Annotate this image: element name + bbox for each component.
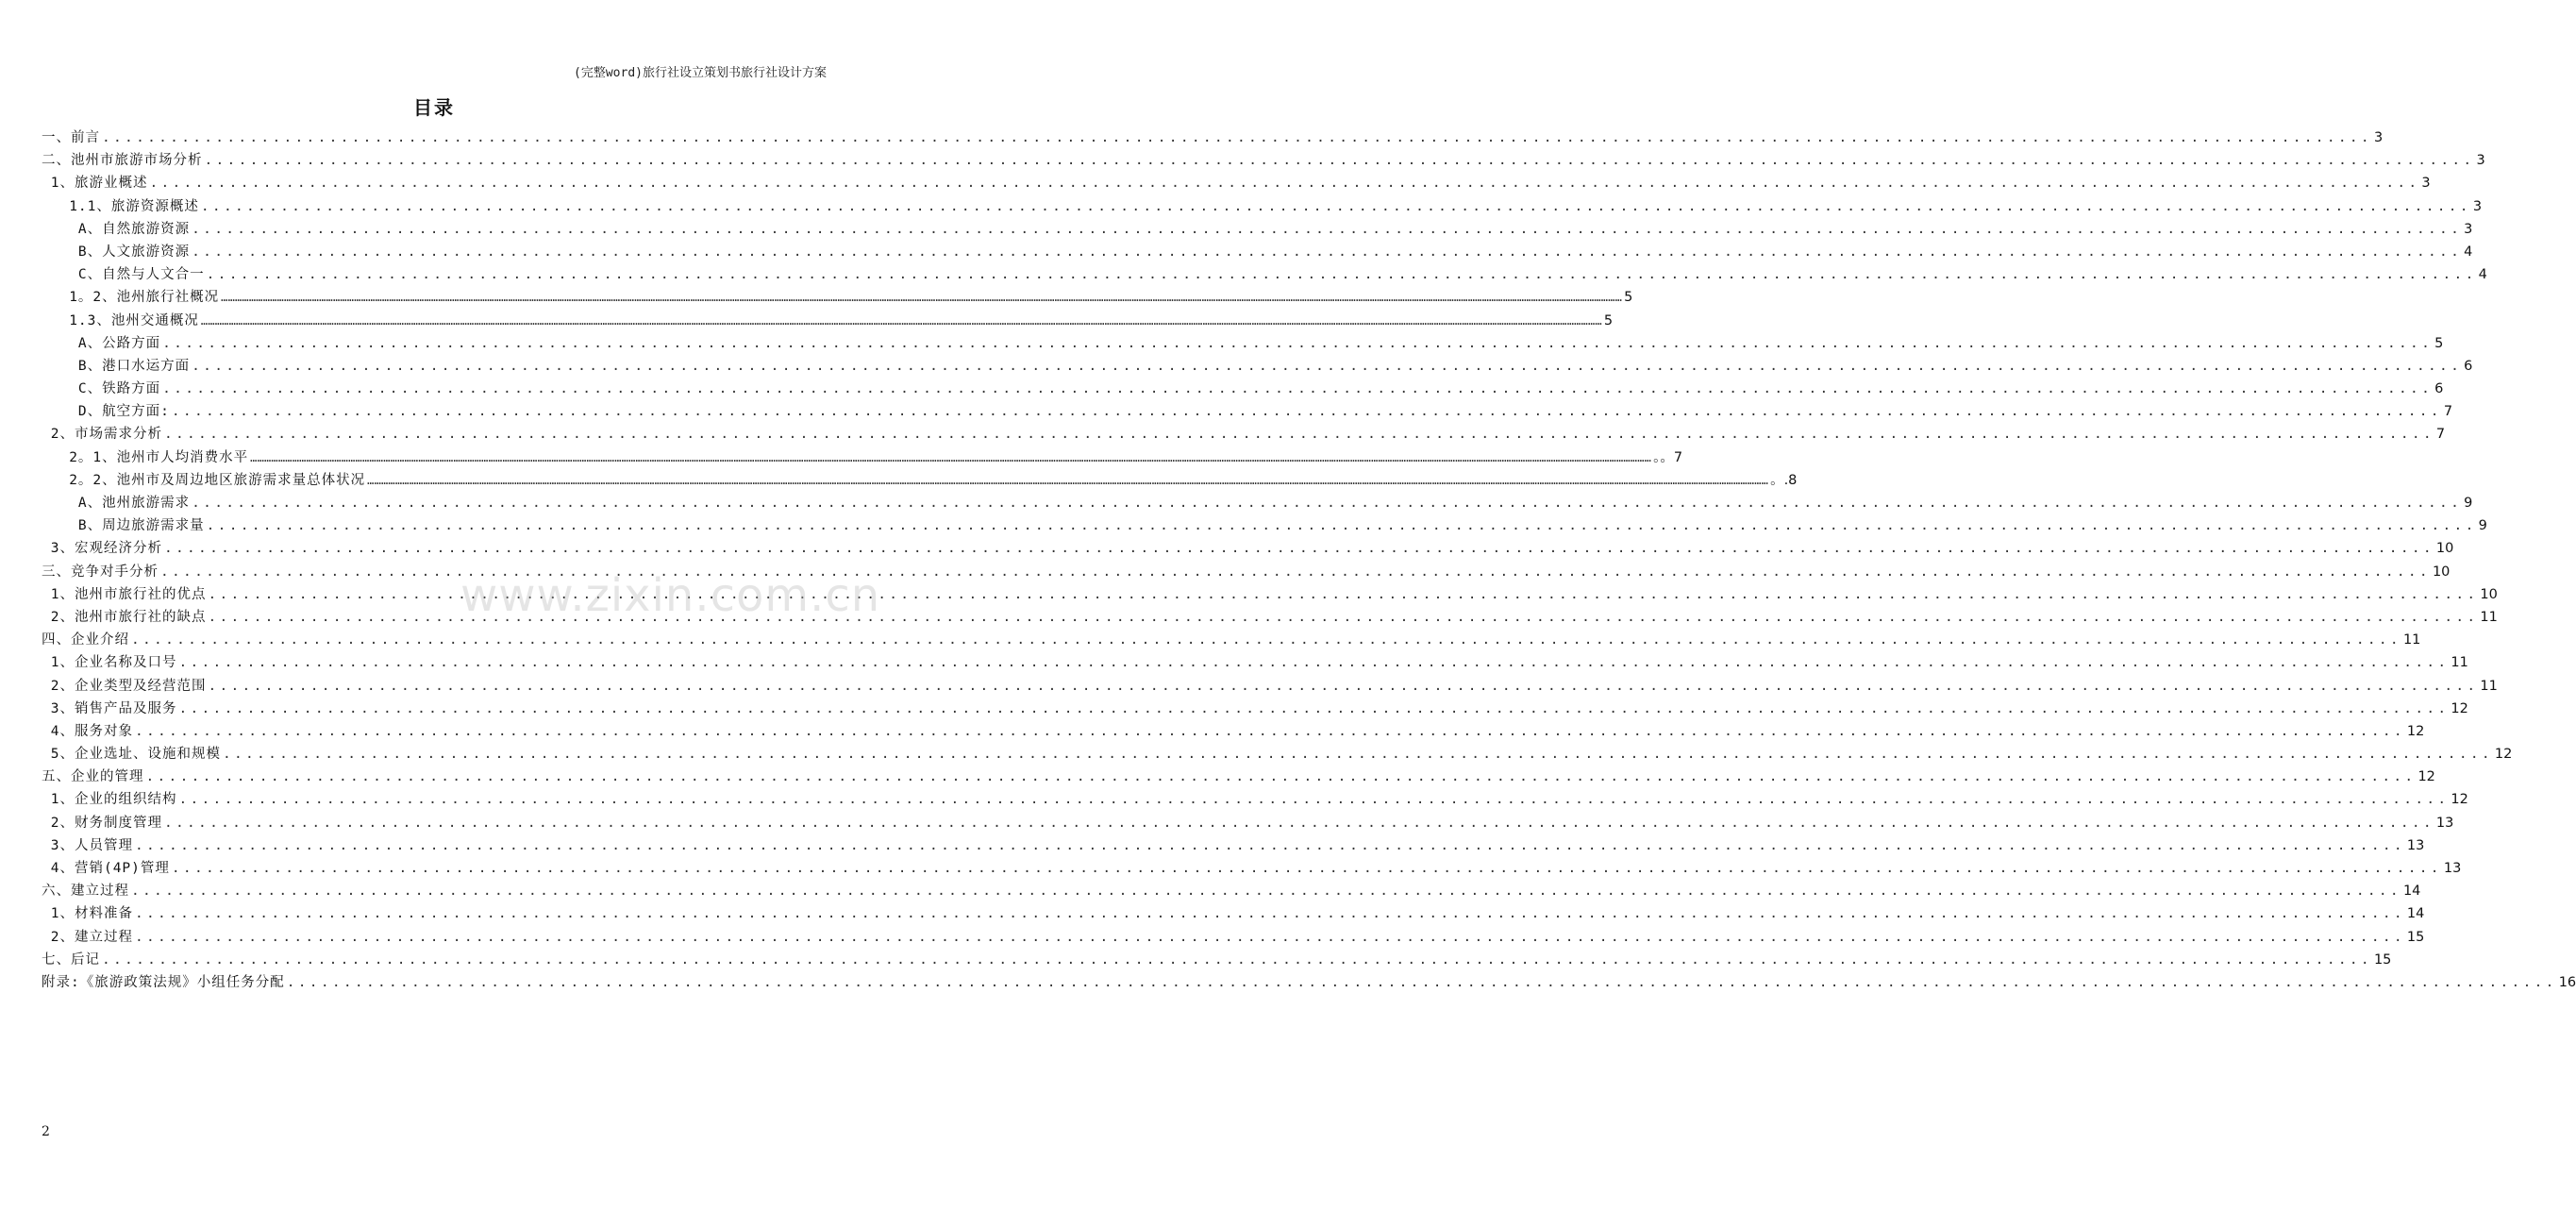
toc-entry-page: 11	[2480, 609, 2498, 625]
toc-dot-leader: ........................................................................................................................................................................................................	[162, 381, 2434, 397]
toc-entry-page: 11	[2480, 678, 2498, 694]
toc-entry-label: A、公路方面	[42, 335, 161, 351]
toc-entry-label: 1.1、旅游资源概述	[42, 198, 199, 214]
toc-dot-leader: ........................................................................................................................................................................................................	[162, 335, 2434, 351]
toc-dot-leader: ........................................................................................................................................................................................................	[208, 609, 2479, 625]
toc-dot-leader: ……………………………………………………………………………………………………………………………………………………………………………………………………………………………………………………………………………………………………………………………………………………………………………………………………………………………………………………………………………………………………………………………………………………	[200, 313, 1602, 328]
toc-entry-page: 13	[2435, 815, 2454, 831]
toc-entry-label: 1、企业的组织结构	[42, 792, 177, 808]
toc-entry-label: 2、财务制度管理	[42, 815, 162, 831]
toc-entry[interactable]	[42, 400, 2453, 423]
toc-entry[interactable]	[42, 743, 2513, 766]
watermark: www.zixin.com.cn	[460, 569, 881, 622]
toc-dot-leader: ........................................................................................................................................................................................................	[192, 496, 2463, 511]
toc-entry-page: 6	[2434, 381, 2444, 397]
toc-entry-label: 七、后记	[42, 951, 100, 968]
toc-dot-leader: ........................................................................................................................................................................................................	[192, 358, 2463, 374]
toc-dot-leader: ........................................................................................................................................................................................................	[131, 632, 2401, 648]
toc-dot-leader: ........................................................................................................................................................................................................	[131, 884, 2401, 900]
toc-entry[interactable]	[42, 195, 2483, 218]
toc-entry-page: 3	[2472, 198, 2483, 214]
toc-dot-leader: ........................................................................................................................................................................................................	[192, 221, 2463, 237]
toc-entry-page: 10	[2435, 541, 2454, 557]
toc-entry-page: 12	[2451, 792, 2468, 808]
toc-entry-label: D、航空方面:	[42, 404, 170, 420]
toc-entry-page: 16	[2558, 974, 2576, 990]
toc-dot-leader: ........................................................................................................................................................................................................	[102, 130, 2372, 145]
toc-entry[interactable]	[42, 332, 2444, 355]
page-number: 2	[42, 1124, 50, 1139]
toc-dot-leader: ........................................................................................................................................................................................................	[134, 837, 2405, 853]
toc-entry-page: 6	[2464, 358, 2473, 374]
toc-dot-leader: ........................................................................................................................................................................................................	[286, 974, 2557, 990]
toc-entry-page: 3	[2421, 176, 2431, 192]
toc-entry-label: 1、材料准备	[42, 906, 133, 922]
toc-entry[interactable]	[42, 310, 1614, 332]
toc-entry-label: 4、营销(4P)管理	[42, 861, 170, 876]
toc-dot-leader: ........................................................................................................................................................................................................	[145, 769, 2417, 785]
toc-entry-label: A、自然旅游资源	[42, 221, 191, 237]
toc-dot-leader: ........................................................................................................................................................................................................	[134, 723, 2405, 739]
toc-entry-page: 11	[2451, 655, 2468, 671]
toc-entry[interactable]	[42, 834, 2425, 857]
toc-entry-label: 一、前言	[42, 130, 100, 145]
toc-entry-page: 4	[2464, 244, 2473, 260]
toc-entry-label: 5、企业选址、设施和规模	[42, 747, 221, 763]
toc-entry-label: 2。1、池州市人均消费水平	[42, 449, 249, 465]
toc-entry-page: 14	[2406, 906, 2425, 922]
toc-dot-leader: ........................................................................................................................................................................................................	[206, 267, 2477, 283]
toc-dot-leader: ........................................................................................................................................................................................................	[171, 404, 2442, 420]
toc-entry[interactable]	[42, 469, 1798, 492]
toc-entry-label: 2、市场需求分析	[42, 427, 162, 443]
toc-entry-label: 4、服务对象	[42, 723, 133, 739]
toc-entry[interactable]	[42, 446, 1683, 469]
toc-entry[interactable]	[42, 492, 2473, 514]
toc-entry[interactable]	[42, 788, 2468, 811]
toc-entry[interactable]	[42, 263, 2487, 286]
toc-entry-page: 3	[2373, 130, 2384, 145]
toc-dot-leader: ........................................................................................................................................................................................................	[160, 564, 2431, 580]
toc-entry[interactable]	[42, 857, 2462, 880]
toc-dot-leader: ........................................................................................................................................................................................................	[200, 198, 2471, 214]
toc-dot-leader: ……………………………………………………………………………………………………………………………………………………………………………………………………………………………………………………………………………………………………………………………………………………………………………………………………………………………………………………………………………………………………………………………………………………	[250, 450, 1652, 464]
toc-entry-label: 3、人员管理	[42, 837, 133, 853]
toc-dot-leader: ........................................................................................................................................................................................................	[178, 655, 2450, 671]
toc-entry-page: 15	[2373, 951, 2392, 968]
toc-entry-label: 1。2、池州旅行社概况	[42, 290, 220, 306]
toc-entry-label: 2、企业类型及经营范围	[42, 678, 207, 694]
toc-dot-leader: ........................................................................................................................................................................................................	[178, 700, 2450, 716]
toc-entry[interactable]	[42, 172, 2431, 194]
toc-entry[interactable]	[42, 378, 2444, 400]
toc-entry-page: 10	[2480, 586, 2498, 602]
toc-entry-page: 。.8	[1770, 472, 1798, 488]
toc-entry-label: 2。2、池州市及周边地区旅游需求量总体状况	[42, 472, 366, 488]
toc-title: 目录	[413, 96, 455, 119]
toc-entry-label: B、港口水运方面	[42, 358, 191, 374]
toc-entry-label: 1.3、池州交通概况	[42, 312, 199, 328]
toc-entry-label: 3、宏观经济分析	[42, 541, 162, 557]
toc-entry-label: 2、建立过程	[42, 929, 133, 945]
toc-entry-page: 13	[2406, 837, 2425, 853]
toc-entry-label: 1、企业名称及口号	[42, 655, 177, 671]
toc-dot-leader: ........................................................................................................................................................................................................	[163, 427, 2434, 443]
toc-entry[interactable]	[42, 126, 2384, 149]
toc-dot-leader: ........................................................................................................................................................................................................	[163, 815, 2434, 831]
toc-dot-leader: ........................................................................................................................................................................................................	[206, 518, 2477, 534]
toc-dot-leader: ........................................................................................................................................................................................................	[102, 951, 2372, 968]
toc-entry[interactable]	[42, 355, 2473, 378]
toc-entry-label: 六、建立过程	[42, 884, 129, 900]
toc-entry[interactable]	[42, 241, 2473, 263]
toc-dot-leader: ........................................................................................................................................................................................................	[204, 153, 2475, 169]
toc-entry-label: 三、竞争对手分析	[42, 564, 159, 580]
toc-entry[interactable]	[42, 537, 2454, 560]
toc-entry-label: 1、旅游业概述	[42, 176, 148, 192]
toc-dot-leader: ........................................................................................................................................................................................................	[208, 586, 2479, 602]
toc-entry-page: 14	[2402, 884, 2421, 900]
toc-entry-page: 9	[2478, 518, 2487, 534]
toc-entry[interactable]	[42, 926, 2425, 949]
toc-entry[interactable]	[42, 812, 2454, 834]
toc-entry[interactable]	[42, 514, 2487, 537]
toc-entry-page: 7	[2443, 404, 2453, 420]
toc-entry[interactable]	[42, 286, 1633, 309]
toc-dot-leader: ........................................................................................................................................................................................................	[222, 747, 2493, 763]
toc-entry-page: 12	[2451, 700, 2468, 716]
toc-entry-label: B、周边旅游需求量	[42, 518, 205, 534]
toc-dot-leader: ........................................................................................................................................................................................................	[171, 861, 2442, 876]
toc-entry-page: 5	[1603, 312, 1614, 328]
toc-entry-page: 5	[1624, 290, 1633, 306]
toc-dot-leader: ........................................................................................................................................................................................................	[163, 541, 2434, 557]
toc-entry-page: 15	[2406, 929, 2425, 945]
toc-entry[interactable]	[42, 971, 2576, 994]
toc-entry-label: 五、企业的管理	[42, 769, 144, 785]
toc-entry[interactable]	[42, 720, 2425, 743]
toc-entry-page: 12	[2417, 769, 2435, 785]
toc-entry-page: 7	[2435, 427, 2446, 443]
toc-entry-page: 11	[2402, 632, 2421, 648]
toc-entry[interactable]	[42, 423, 2446, 446]
toc-entry-label: A、池州旅游需求	[42, 496, 191, 511]
toc-entry-page: 4	[2478, 267, 2487, 283]
toc-dot-leader: ........................................................................................................................................................................................................	[134, 906, 2405, 922]
toc-entry-page: 9	[2464, 496, 2473, 511]
toc-entry[interactable]	[42, 149, 2485, 172]
toc-entry-page: 5	[2434, 335, 2444, 351]
toc-entry-label: 附录:《旅游政策法规》小组任务分配	[42, 974, 285, 990]
toc-entry[interactable]	[42, 698, 2468, 720]
toc-entry-label: C、铁路方面	[42, 381, 161, 397]
toc-dot-leader: ........................................................................................................................................................................................................	[149, 176, 2420, 192]
toc-dot-leader: ........................................................................................................................................................................................................	[134, 929, 2405, 945]
toc-entry[interactable]	[42, 902, 2425, 925]
toc-dot-leader: ........................................................................................................................................................................................................	[192, 244, 2463, 260]
toc-entry[interactable]	[42, 651, 2468, 674]
toc-entry-label: 1、池州市旅行社的优点	[42, 586, 207, 602]
toc-entry[interactable]	[42, 629, 2421, 651]
toc-entry-page: 。。7	[1653, 449, 1683, 465]
toc-entry-label: 3、销售产品及服务	[42, 700, 177, 716]
toc-entry[interactable]	[42, 675, 2498, 698]
toc-entry[interactable]	[42, 880, 2421, 902]
toc-dot-leader: ……………………………………………………………………………………………………………………………………………………………………………………………………………………………………………………………………………………………………………………………………………………………………………………………………………………………………………………………………………………………………………………………………………………	[221, 291, 1623, 305]
toc-entry-page: 13	[2443, 861, 2462, 876]
toc-dot-leader: ........................................................................................................................................................................................................	[208, 678, 2479, 694]
toc-entry-page: 3	[2476, 153, 2485, 169]
toc-entry-page: 3	[2464, 221, 2473, 237]
document-header: (完整word)旅行社设立策划书旅行社设计方案	[574, 66, 827, 80]
toc-entry[interactable]	[42, 949, 2392, 971]
toc-dot-leader: ........................................................................................................................................................................................................	[178, 792, 2450, 808]
toc-entry[interactable]	[42, 766, 2435, 788]
toc-entry-label: 四、企业介绍	[42, 632, 129, 648]
toc-entry-page: 10	[2432, 564, 2451, 580]
toc-entry-label: B、人文旅游资源	[42, 244, 191, 260]
toc-dot-leader: ……………………………………………………………………………………………………………………………………………………………………………………………………………………………………………………………………………………………………………………………………………………………………………………………………………………………………………………………………………………………………………………………………………………	[367, 473, 1769, 487]
toc-entry-label: C、自然与人文合一	[42, 267, 205, 283]
toc-entry-page: 12	[2494, 747, 2513, 763]
toc-entry-page: 12	[2406, 723, 2425, 739]
toc-entry-label: 2、池州市旅行社的缺点	[42, 609, 207, 625]
toc-entry-label: 二、池州市旅游市场分析	[42, 153, 203, 169]
toc-entry[interactable]	[42, 218, 2473, 241]
